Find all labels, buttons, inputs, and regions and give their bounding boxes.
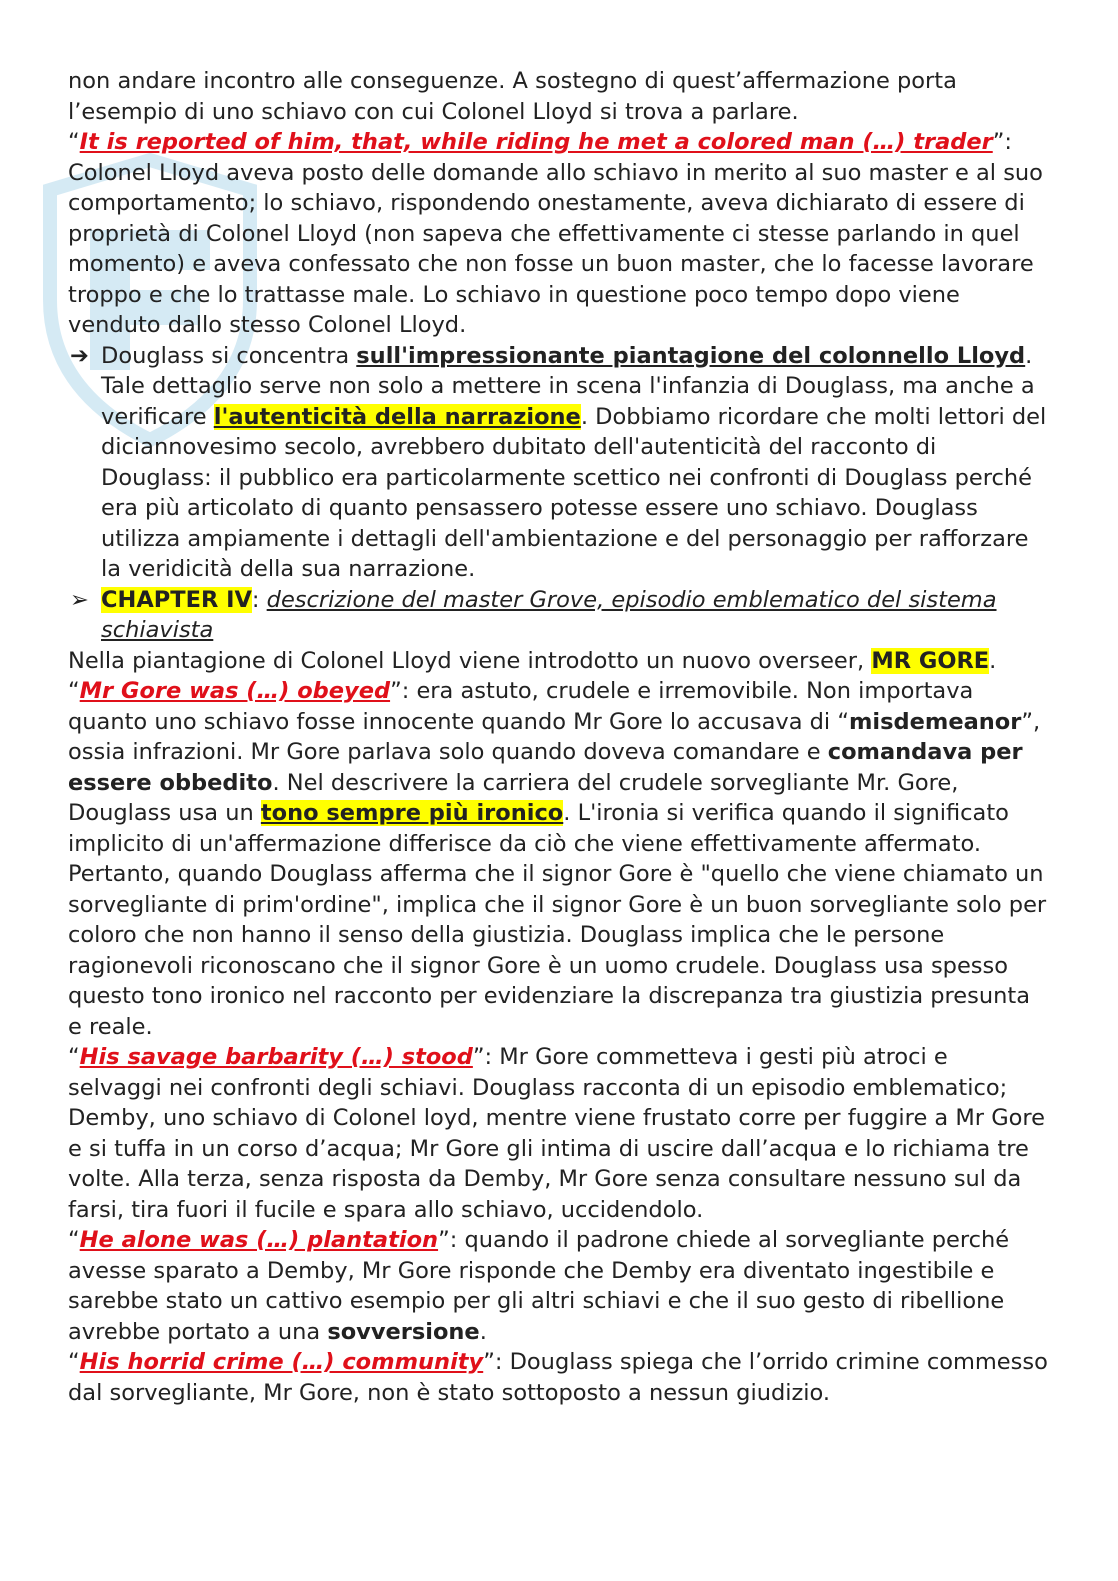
highlight-authenticity: l'autenticità della narrazione [213,403,581,430]
quote-gore-obeyed: Mr Gore was (…) obeyed [79,678,391,704]
quote-he-alone: He alone was (…) plantation [79,1227,439,1253]
bullet-chapter-iv: ➢ CHAPTER IV: descrizione del master Grove, episodio emblematico del sistema schiavista [70,586,997,643]
emphasis-plantation: sull'impressionante piantagione del colonnello Lloyd [356,342,1026,369]
document-page [68,66,1048,1408]
quote-savage-barbarity: His savage barbarity (…) stood [79,1044,473,1070]
paragraph-horrid-crime: “His horrid crime (…) community”: Douglass spiega che l’orrido crimine commesso dal sorvegliante, Mr Gore, non è stato sottoposto a nessun giudizio. [68,1349,1048,1406]
paragraph-mr-gore-intro: Nella piantagione di Colonel Lloyd viene introdotto un nuovo overseer, MR GORE. [68,647,997,674]
paragraph-gore-obeyed: “Mr Gore was (…) obeyed”: era astuto, crudele e irremovibile. Non importava quanto uno schiavo fosse innocente quando Mr Gore lo accusava di “misdemeanor”, ossia infrazioni. Mr Gore parlava solo quando doveva comandare e comandava per essere obbedito. Nel descrivere la carriera del crudele sorvegliante Mr. Gore, Douglass usa un tono sempre più ironico. L'ironia si verifica quando il significato implicito di un'affermazione differisce da ciò che viene effettivamente affermato. Pertanto, quando Douglass afferma che il signor Gore è "quello che viene chiamato un sorvegliante di prim'ordine", implica che il signor Gore è un buon sorvegliante solo per coloro che non hanno il senso della giustizia. Douglass implica che le persone ragionevoli riconoscano che il signor Gore è un uomo crudele. Douglass usa spesso questo tono ironico nel racconto per evidenziare la discrepanza tra giustizia presunta e reale. [68,678,1047,1040]
arrowhead-bullet-icon: ➢ [70,586,89,613]
highlight-ironic-tone: tono sempre più ironico [260,800,564,826]
quote-reported-of-him: It is reported of him, that, while riding he met a colored man (…) trader [79,129,993,155]
chapter-heading: CHAPTER IV [101,586,252,613]
emphasis-sovversione: sovversione [327,1318,480,1345]
paragraph-savage-barbarity: “His savage barbarity (…) stood”: Mr Gore commetteva i gesti più atroci e selvaggi nei confronti degli schiavi. Douglass racconta di un episodio emblematico; Demby, uno schiavo di Colonel loyd, mentre viene frustato corre per fuggire a Mr Gore e si tuffa in un corso d’acqua; Mr Gore gli intima di uscire dall’acqua e lo richiama tre volte. Alla terza, senza risposta da Demby, Mr Gore senza consultare nessuno sul da farsi, tira fuori il fucile e spara allo schiavo, uccidendolo. [68,1044,1045,1223]
paragraph-intro: non andare incontro alle conseguenze. A sostegno di quest’affermazione porta l’esempio di uno schiavo con cui Colonel Lloyd si trova a parlare. [68,68,957,125]
emphasis-misdemeanor: misdemeanor [848,708,1022,735]
arrow-bullet-icon: ➔ [70,342,89,369]
bullet-plantation: ➔ Douglass si concentra sull'impressionante piantagione del colonnello Lloyd. Tale dettaglio serve non solo a mettere in scena l'infanzia di Douglass, ma anche a verificare l'autenticità della narrazione. Dobbiamo ricordare che molti lettori del diciannovesimo secolo, avrebbero dubitato dell'autenticità del racconto di Douglass: il pubblico era particolarmente scettico nei confronti di Douglass perché era più articolato di quanto pensassero potesse essere uno schiavo. Douglass utilizza ampiamente i dettagli dell'ambientazione e del personaggio per rafforzare la veridicità della sua narrazione. [70,342,1047,582]
paragraph-he-alone: “He alone was (…) plantation”: quando il padrone chiede al sorvegliante perché avesse sparato a Demby, Mr Gore risponde che Demby era diventato ingestibile e sarebbe stato un cattivo esempio per gli altri schiavi e che il suo gesto di ribellione avrebbe portato a una sovversione. [68,1227,1010,1345]
paragraph-lloyd-quote: “It is reported of him, that, while riding he met a colored man (…) trader”: Colonel Lloyd aveva posto delle domande allo schiavo in merito al suo master e al suo comportamento; lo schiavo, rispondendo onestamente, aveva dichiarato di essere di proprietà di Colonel Lloyd (non sapeva che effettivamente ci stesse parlando in quel momento) e aveva confessato che non fosse un buon master, che lo facesse lavorare troppo e che lo trattasse male. Lo schiavo in questione poco tempo dopo viene venduto dallo stesso Colonel Lloyd. [68,129,1043,338]
chapter-description: descrizione del master Grove, episodio emblematico del sistema schiavista [101,586,997,643]
quote-horrid-crime: His horrid crime (…) community [79,1349,484,1375]
highlight-mr-gore: MR GORE [871,647,990,674]
emphasis-obbedito: comandava per essere obbedito [68,739,1023,796]
